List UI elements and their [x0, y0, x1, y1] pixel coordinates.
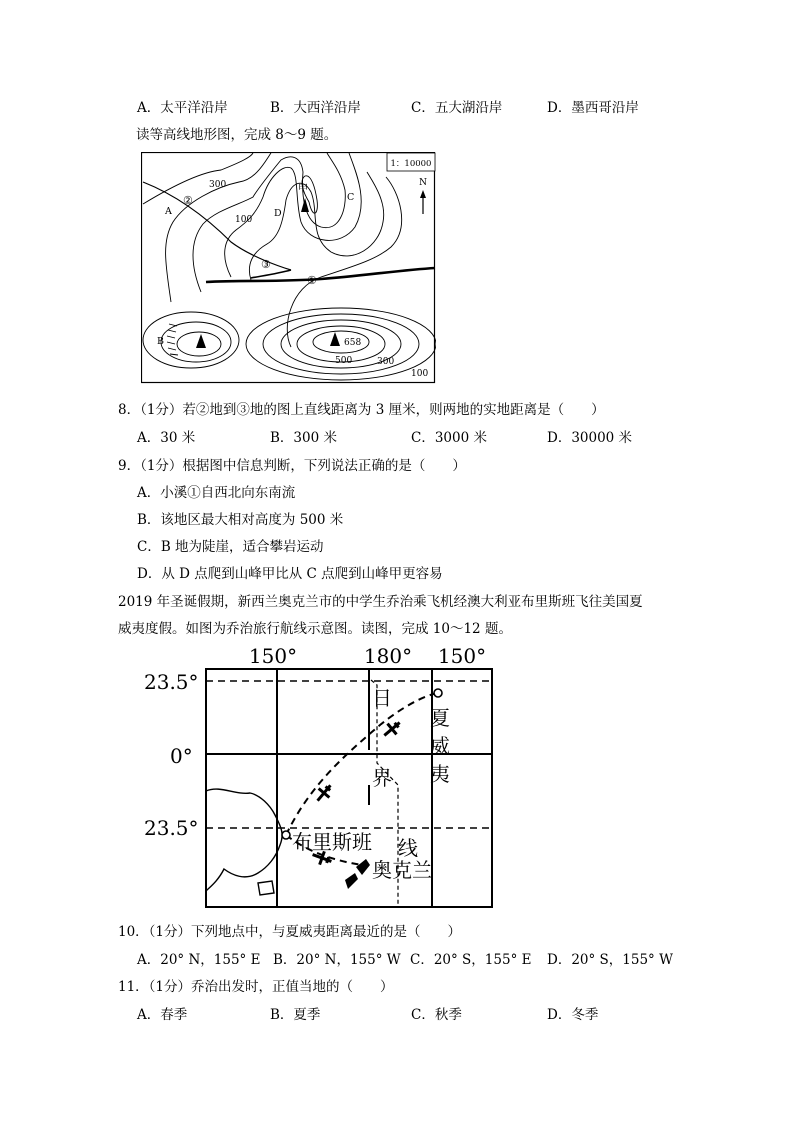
airplane-icon-1 — [312, 781, 336, 805]
intro-8-9: 读等高线地形图，完成 8～9 题。 — [136, 127, 338, 143]
q11-stem: 11．（1分）乔治出发时，正值当地的（ ） — [118, 979, 394, 995]
lon-label-150-west: 150° — [248, 645, 298, 668]
q8-option-c[interactable]: C．3000 米 — [411, 430, 487, 446]
label-C: C — [347, 192, 355, 203]
q9-stem: 9．（1分）根据图中信息判断，下列说法正确的是（ ） — [118, 458, 466, 474]
q11-option-c[interactable]: C．秋季 — [411, 1007, 462, 1023]
flight-route-brisbane-hawaii — [286, 693, 438, 835]
lon-label-180: 180° — [363, 645, 413, 668]
hawaii-label-wei: 威 — [430, 734, 450, 758]
lat-label-23-5-south: 23.5° — [144, 816, 199, 840]
lat-label-23-5-north: 23.5° — [144, 670, 199, 694]
date-line-ri: 日 — [372, 686, 392, 710]
label-100-upper: 100 — [235, 215, 253, 225]
q7-option-d[interactable]: D．墨西哥沿岸 — [547, 100, 639, 116]
date-line-xian: 线 — [398, 836, 418, 860]
q9-option-c[interactable]: C．B 地为陡崖，适合攀岩运动 — [137, 539, 324, 555]
contour-map — [141, 152, 436, 384]
q8-option-a[interactable]: A．30 米 — [137, 430, 196, 446]
scale-label: 1：10000 — [390, 159, 432, 169]
q9-option-a[interactable]: A．小溪①自西北向东南流 — [137, 485, 296, 501]
q8-option-b[interactable]: B．300 米 — [270, 430, 337, 446]
label-1: ① — [307, 274, 317, 287]
label-D: D — [274, 208, 282, 219]
label-2: ② — [183, 194, 193, 207]
q7-option-c[interactable]: C．五大湖沿岸 — [411, 100, 503, 116]
tasmania — [258, 881, 274, 895]
new-zealand-south — [345, 873, 358, 889]
label-500: 500 — [335, 356, 353, 366]
label-100-lower: 100 — [411, 369, 429, 379]
q9-option-d[interactable]: D．从 D 点爬到山峰甲比从 C 点爬到山峰甲更容易 — [137, 566, 443, 582]
intro-10-12-line1: 2019 年圣诞假期，新西兰奥克兰市的中学生乔治乘飞机经澳大利亚布里斯班飞往美国夏 — [118, 594, 643, 610]
label-B: B — [157, 336, 164, 347]
intro-10-12-line2: 威夷度假。如图为乔治旅行航线示意图。读图，完成 10～12 题。 — [118, 621, 512, 637]
q11-option-d[interactable]: D．冬季 — [547, 1007, 599, 1023]
flight-route-map — [140, 645, 500, 913]
brisbane-marker — [282, 831, 290, 839]
australia-coast — [206, 789, 282, 891]
brisbane-label: 布里斯班 — [292, 830, 372, 854]
q10-option-d[interactable]: D．20° S，155° W — [547, 952, 673, 968]
q10-option-b[interactable]: B．20° N，155° W — [273, 952, 401, 968]
q10-option-c[interactable]: C．20° S，155° E — [410, 952, 532, 968]
date-line-jie: 界 — [372, 766, 392, 790]
auckland-label: 奥克兰 — [372, 858, 432, 882]
q11-option-b[interactable]: B．夏季 — [270, 1007, 321, 1023]
q7-option-a[interactable]: A．太平洋沿岸 — [137, 100, 228, 116]
q11-option-a[interactable]: A．春季 — [137, 1007, 188, 1023]
lon-label-150-east: 150° — [437, 645, 487, 668]
q8-option-d[interactable]: D．30000 米 — [547, 430, 633, 446]
airplane-icon-2 — [380, 717, 404, 741]
lat-label-0: 0° — [170, 744, 193, 768]
q9-option-b[interactable]: B．该地区最大相对高度为 500 米 — [137, 512, 344, 528]
label-300-lower: 300 — [377, 357, 395, 367]
hawaii-label-yi: 夷 — [430, 762, 450, 786]
label-jia: 甲 — [298, 184, 308, 195]
label-300-upper: 300 — [209, 180, 227, 190]
q7-option-b[interactable]: B．大西洋沿岸 — [270, 100, 361, 116]
hawaii-marker — [434, 689, 442, 697]
north-label: N — [419, 178, 427, 188]
hawaii-label-xia: 夏 — [430, 706, 450, 730]
new-zealand-north — [356, 859, 370, 875]
q8-stem: 8．（1分）若②地到③地的图上直线距离为 3 厘米，则两地的实地距离是（ ） — [118, 402, 605, 418]
label-A: A — [165, 206, 172, 217]
q10-stem: 10．（1分）下列地点中，与夏威夷距离最近的是（ ） — [118, 924, 462, 940]
label-3: ③ — [261, 258, 271, 271]
label-658: 658 — [344, 338, 362, 348]
q10-option-a[interactable]: A．20° N，155° E — [137, 952, 261, 968]
